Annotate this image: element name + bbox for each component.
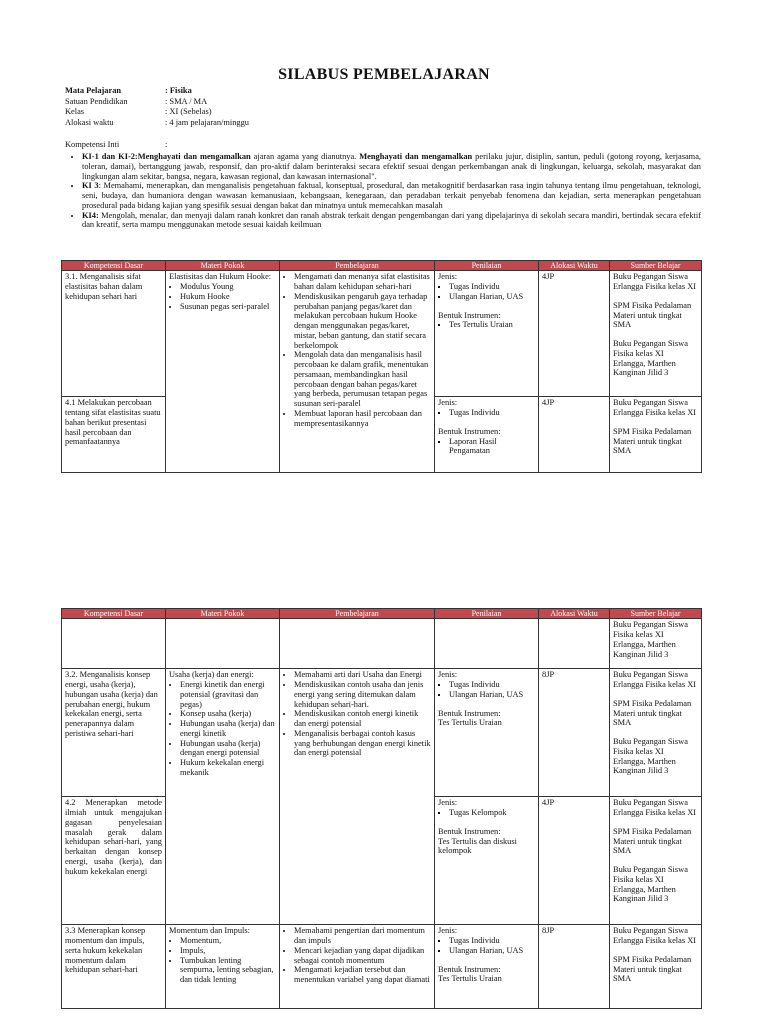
table-header-row: [62, 261, 702, 271]
ki-lead-bold: Menghayati dan mengamalkan: [137, 152, 251, 161]
sumber-item: SPM Fisika Pedalaman Materi untuk tingkat SMA: [613, 954, 692, 984]
penilaian-jenis: Jenis:: [438, 926, 458, 936]
sumber-3-2: [610, 669, 702, 797]
table-row: [62, 669, 702, 797]
materi-elastisitas: [166, 271, 280, 473]
penilaian-bentuk-value: Tes Tertulis dan diskusi kelompok: [438, 836, 517, 856]
info-row-unit: [65, 97, 249, 108]
list-item: • Menganalisis berbagai contoh kasus yang berhubungan dengan energi kinetik dan energi potensial: [294, 729, 431, 758]
sumber-3-1: [610, 271, 702, 397]
alokasi-4-2: 4JP: [539, 797, 610, 925]
list-item: • Hubungan usaha (kerja) dan energi kinetik: [180, 719, 276, 739]
penilaian-bentuk-value: Tes Tertulis Uraian: [438, 718, 502, 728]
materi-title: Usaha (kerja) dan energi:: [169, 670, 254, 680]
alokasi-3-3: 8JP: [539, 925, 610, 1009]
sumber-4-2: [610, 797, 702, 925]
materi-usaha-energi: [166, 669, 280, 925]
list-item: • Membuat laporan hasil percobaan dan mempresentasikannya: [294, 409, 431, 429]
sumber-item: Buku Pegangan Siswa Fisika kelas XI Erlangga, Marthen Kanginan Jilid 3: [613, 737, 688, 776]
pembelajaran-usaha-energi: [280, 669, 435, 925]
kd-4-1: 4.1 Melakukan percobaan tentang sifat elastisitas suatu bahan berikut presentasi hasil percobaan dan pemanfaatannya: [62, 397, 166, 473]
materi-momentum: [166, 925, 280, 1009]
header-alokasi-waktu: Alokasi Waktu: [539, 261, 610, 271]
info-row-time: [65, 118, 249, 129]
penilaian-bentuk: Bentuk Instrumen:: [438, 708, 501, 718]
info-row-subject: [65, 86, 249, 97]
ki-list: [65, 152, 701, 230]
header-penilaian: Penilaian: [435, 261, 539, 271]
kd-3-3: 3.3 Menerapkan konsep momentum dan impuls, serta hukum kekekalan momentum dalam kehidupan sehari-hari: [62, 925, 166, 1009]
table-row: [62, 619, 702, 669]
list-item: • Hukum Hooke: [180, 292, 276, 302]
list-item: • Momentum,: [180, 936, 276, 946]
penilaian-bentuk-value: Tes Tertulis Uraian: [438, 974, 502, 984]
info-label: Kelas: [65, 107, 85, 116]
alokasi-3-1: 4JP: [539, 271, 610, 397]
list-item: • Impuls,: [180, 946, 276, 956]
list-item: ▪ Tes Tertulis Uraian: [449, 320, 535, 330]
list-item: ▪ Tugas Kelompok: [449, 808, 535, 818]
sumber-item: Buku Pegangan Siswa Erlangga Fisika kelas XI: [613, 926, 697, 946]
list-item: ▪ Tugas Individu: [449, 282, 535, 292]
sumber-item: SPM Fisika Pedalaman Materi untuk tingkat SMA: [613, 300, 692, 330]
table-row: [62, 271, 702, 397]
list-item: • Mencari kejadian yang dapat dijadikan sebagai contoh momentum: [294, 946, 431, 966]
list-item: ▪ Laporan Hasil Pengamatan: [449, 437, 535, 457]
header-sumber-belajar: Sumber Belajar: [610, 261, 702, 271]
ki-lead: KI 3: [82, 181, 99, 191]
list-item: ▪ Tugas Individu: [449, 680, 535, 690]
list-item: • Konsep usaha (kerja): [180, 709, 276, 719]
table-row: [62, 925, 702, 1009]
list-item: • Memahami arti dari Usaha dan Energi: [294, 670, 431, 680]
ki-heading: [65, 140, 701, 151]
info-label: Satuan Pendidikan: [65, 96, 128, 106]
kompetensi-inti: [65, 140, 701, 230]
kd-4-2: 4.2 Menerapkan metode ilmiah untuk mengajukan gagasan penyelesaian masalah gerak dalam kehidupan sehari-hari, yang berkaitan dengan konsep energi, usaha (kerja), dan hukum kekekalan energi: [62, 797, 166, 925]
page-title: SILABUS PEMBELAJARAN: [278, 66, 490, 83]
sumber-item: SPM Fisika Pedalaman Materi untuk tingkat SMA: [613, 426, 692, 456]
list-item: ▪ Tugas Individu: [449, 936, 535, 946]
header-materi-pokok: Materi Pokok: [166, 261, 280, 271]
sumber-item: Buku Pegangan Siswa Fisika kelas XI Erlangga, Marthen Kanginan Jilid 3: [613, 865, 688, 904]
ki-text: ajaran agama yang dianutnya.: [250, 152, 360, 161]
list-item: • Mendiskusikan contoh energi kinetik dan energi potensial: [294, 709, 431, 729]
list-item: • Mengamati kejadian tersebut dan menentukan variabel yang dapat diamati: [294, 965, 431, 985]
list-item: • Energi kinetik dan energi potensial (gravitasi dan pegas): [180, 680, 276, 709]
sumber-item: Buku Pegangan Siswa Erlangga Fisika kelas XI: [613, 670, 697, 690]
info-value: : Fisika: [165, 86, 192, 95]
penilaian-4-1: [435, 397, 539, 473]
info-label: Mata Pelajaran: [65, 86, 122, 95]
ki-colon: :: [165, 140, 168, 149]
header-materi-pokok: Materi Pokok: [166, 609, 280, 619]
ki-item-1-2: [82, 152, 701, 181]
alokasi-4-1: 4JP: [539, 397, 610, 473]
list-item: • Mengamati dan menanya sifat elastisitas bahan dalam kehidupan sehari-hari: [294, 272, 431, 292]
list-item: • Mendiskusikan pengaruh gaya terhadap perubahan panjang pegas/karet dan melakukan percobaan hukum Hooke dengan menggunakan pegas/karet, mistar, beban gantung, dan statif secara berkelompok: [294, 292, 431, 351]
header-kompetensi-dasar: Kompetensi Dasar: [62, 609, 166, 619]
list-item: • Modulus Young: [180, 282, 276, 292]
list-item: • Hubungan usaha (kerja) dengan energi potensial: [180, 739, 276, 759]
sumber-continued: Buku Pegangan Siswa Fisika kelas XI Erlangga, Marthen Kanginan Jilid 3: [610, 619, 702, 669]
kd-3-1: 3.1. Menganalisis sifat elastisitas bahan dalam kehidupan sehari hari: [62, 271, 166, 397]
sumber-3-3: [610, 925, 702, 1009]
alokasi-3-2: 8JP: [539, 669, 610, 797]
penilaian-3-1: [435, 271, 539, 397]
header-sumber-belajar: Sumber Belajar: [610, 609, 702, 619]
penilaian-bentuk: Bentuk Instrumen:: [438, 426, 501, 436]
kd-3-2: 3.2. Menganalisis konsep energi, usaha (kerja), hubungan usaha (kerja) dan perubahan energi, hukum kekekalan energi, serta penerapannya dalam peristiwa sehari-hari: [62, 669, 166, 797]
list-item: • Hukum kekekalan energi mekanik: [180, 758, 276, 778]
pembelajaran-momentum: [280, 925, 435, 1009]
ki-text: Mengolah, menalar, dan menyaji dalam ranah konkret dan ranah abstrak terkait dengan pengembangan dari yang dipelajarinya di sekolah secara mandiri, bertindak secara efektif dan kreatif, serta mampu menggunakan metode sesuai kaidah keilmuan: [82, 210, 701, 230]
ki-text: perilaku jujur, disiplin, santun, peduli (gotong royong, kerjasama, toleran, damai), bertanggung jawab, responsif, dan pro-aktif dalam berinteraksi secara efektif sesuai dengan perkembangan anak di lingkungan, keluarga, sekolah, masyarakat dan lingkungan alam sekitar, bangsa, negara, kawasan regional, dan kawasan internasional".: [82, 152, 701, 181]
materi-title: Momentum dan Impuls:: [169, 926, 250, 936]
info-value: : 4 jam pelajaran/minggu: [165, 117, 249, 127]
info-row-class: [65, 107, 249, 118]
list-item: • Memahami pengertian dari momentum dan impuls: [294, 926, 431, 946]
ki-text: : Memahami, menerapkan, dan menganalisis pengetahuan faktual, konseptual, prosedural, dan metakognitif berdasarkan rasa ingin tahunya tentang ilmu pengetahuan, teknologi, seni, budaya, dan humaniora dengan wawasan kemanusiaan, kebangsaan, kenegaraan, dan peradaban terkait penyebab fenomena dan kejadian, serta menerapkan pengetahuan prosedural pada bidang kajian yang spesifik sesuai dengan bakat dan minatnya untuk memecahkan masalah: [82, 181, 702, 210]
ki-label: Kompetensi Inti: [65, 140, 120, 149]
list-item: ▪ Tugas Individu: [449, 408, 535, 418]
penilaian-bentuk: Bentuk Instrumen:: [438, 964, 501, 974]
penilaian-bentuk: Bentuk Instrumen:: [438, 826, 501, 836]
header-pembelajaran: Pembelajaran: [280, 609, 435, 619]
list-item: ▪ Ulangan Harian, UAS: [449, 946, 535, 956]
penilaian-jenis: Jenis:: [438, 398, 458, 408]
ki-item-3: [82, 181, 701, 210]
ki-item-4: [82, 211, 701, 231]
penilaian-4-2: [435, 797, 539, 925]
penilaian-jenis: Jenis:: [438, 272, 458, 282]
ki-lead: KI-1 dan KI-2:: [82, 152, 138, 161]
pembelajaran-elastisitas: [280, 271, 435, 473]
penilaian-jenis: Jenis:: [438, 670, 458, 680]
table-header-row: [62, 609, 702, 619]
list-item: • Mendiskusikan contoh usaha dan jenis energi yang sering ditemukan dalam kehidupan sehari-hari.: [294, 680, 431, 709]
penilaian-3-2: [435, 669, 539, 797]
info-label: Alokasi waktu: [65, 117, 114, 127]
ki-lead: KI4:: [82, 210, 99, 220]
penilaian-bentuk: Bentuk Instrumen:: [438, 310, 501, 320]
sumber-item: Buku Pegangan Siswa Erlangga Fisika kelas XI: [613, 798, 697, 818]
info-value: : SMA / MA: [165, 96, 208, 106]
list-item: ▪ Ulangan Harian, UAS: [449, 292, 535, 302]
sumber-4-1: [610, 397, 702, 473]
header-penilaian: Penilaian: [435, 609, 539, 619]
sumber-item: SPM Fisika Pedalaman Materi untuk tingkat SMA: [613, 826, 692, 856]
list-item: • Mengolah data dan menganalisis hasil percobaan ke dalam grafik, menentukan persamaan, membandingkan hasil percobaan dengan bahan pegas/karet yang berbeda, perumusan tetapan pegas susunan seri-paralel: [294, 350, 431, 409]
list-item: ▪ Ulangan Harian, UAS: [449, 690, 535, 700]
penilaian-3-3: [435, 925, 539, 1009]
syllabus-table-2: [61, 608, 702, 1009]
sumber-item: SPM Fisika Pedalaman Materi untuk tingkat SMA: [613, 698, 692, 728]
sumber-item: Buku Pegangan Siswa Erlangga Fisika kelas XI: [613, 398, 697, 418]
header-pembelajaran: Pembelajaran: [280, 261, 435, 271]
list-item: • Tumbukan lenting sempurna, lenting sebagian, dan tidak lenting: [180, 956, 276, 985]
sumber-item: Buku Pegangan Siswa Fisika kelas XI Erlangga, Marthen Kanginan Jilid 3: [613, 339, 688, 378]
header-kompetensi-dasar: Kompetensi Dasar: [62, 261, 166, 271]
penilaian-jenis: Jenis:: [438, 798, 458, 808]
sumber-item: Buku Pegangan Siswa Erlangga Fisika kelas XI: [613, 272, 697, 292]
syllabus-table-1: [61, 260, 702, 473]
course-info: [65, 86, 249, 128]
info-value: : XI (Sebelas): [165, 107, 212, 116]
ki-bold: Menghayati dan mengamalkan: [359, 152, 473, 161]
materi-title: Elastisitas dan Hukum Hooke:: [169, 272, 272, 282]
list-item: • Susunan pegas seri-paralel: [180, 302, 276, 312]
header-alokasi-waktu: Alokasi Waktu: [539, 609, 610, 619]
